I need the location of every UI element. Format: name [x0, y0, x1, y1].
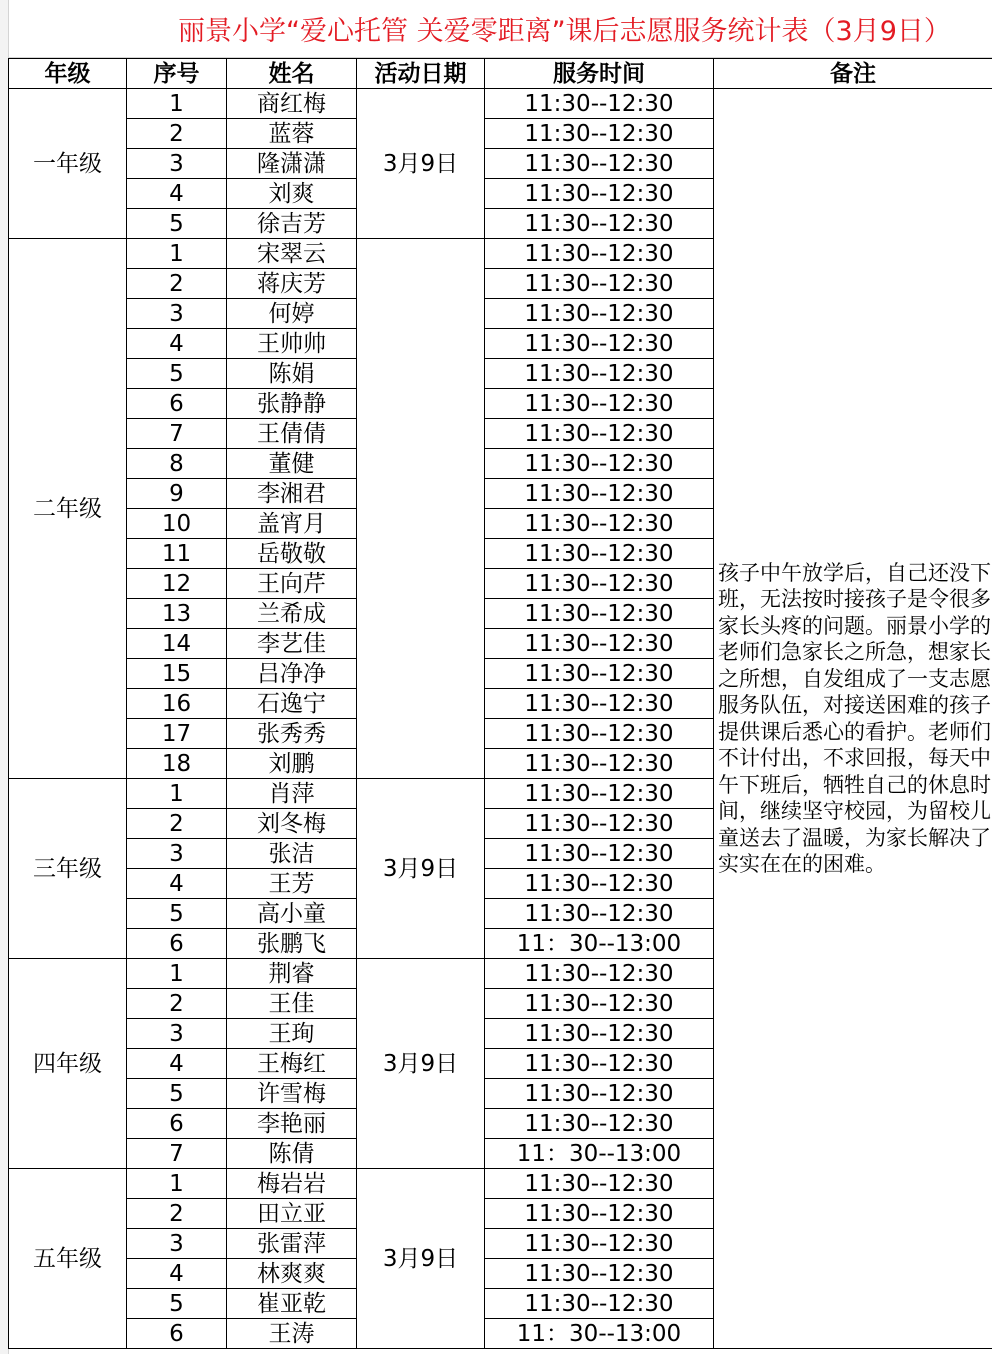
name-cell[interactable]: 王梅红	[227, 1049, 357, 1079]
date-cell[interactable]: 3月9日	[357, 959, 485, 1169]
name-cell[interactable]: 王倩倩	[227, 419, 357, 449]
name-cell[interactable]: 张秀秀	[227, 719, 357, 749]
service-time-cell[interactable]: 11:30--12:30	[485, 179, 714, 209]
name-cell[interactable]: 盖宵月	[227, 509, 357, 539]
service-time-cell[interactable]: 11：30--13:00	[485, 929, 714, 959]
number-cell[interactable]: 2	[127, 1199, 227, 1229]
name-cell[interactable]: 许雪梅	[227, 1079, 357, 1109]
header-row	[9, 59, 992, 89]
service-time-cell[interactable]: 11:30--12:30	[485, 119, 714, 149]
grade-cell[interactable]: 二年级	[9, 239, 127, 779]
service-time-cell[interactable]: 11:30--12:30	[485, 869, 714, 899]
service-time-cell[interactable]: 11:30--12:30	[485, 989, 714, 1019]
number-cell[interactable]: 5	[127, 1289, 227, 1319]
name-cell[interactable]: 张鹏飞	[227, 929, 357, 959]
number-cell[interactable]: 6	[127, 1319, 227, 1349]
table-row	[9, 89, 992, 119]
service-time-cell[interactable]: 11:30--12:30	[485, 1019, 714, 1049]
service-time-cell[interactable]: 11:30--12:30	[485, 509, 714, 539]
service-time-cell[interactable]: 11:30--12:30	[485, 269, 714, 299]
number-cell[interactable]: 10	[127, 509, 227, 539]
service-time-cell[interactable]: 11:30--12:30	[485, 719, 714, 749]
header-grade[interactable]: 年级	[9, 59, 127, 89]
grade-cell[interactable]: 三年级	[9, 779, 127, 959]
name-cell[interactable]: 李艺佳	[227, 629, 357, 659]
name-cell[interactable]: 刘冬梅	[227, 809, 357, 839]
number-cell[interactable]: 1	[127, 89, 227, 119]
number-cell[interactable]: 4	[127, 1259, 227, 1289]
name-cell[interactable]: 刘鹏	[227, 749, 357, 779]
service-time-cell[interactable]: 11:30--12:30	[485, 809, 714, 839]
service-time-cell[interactable]: 11:30--12:30	[485, 239, 714, 269]
number-cell[interactable]: 7	[127, 1139, 227, 1169]
name-cell[interactable]: 兰希成	[227, 599, 357, 629]
date-cell[interactable]: 3月9日	[357, 1169, 485, 1349]
page-title[interactable]: 丽景小学“爱心托管 关爱零距离”课后志愿服务统计表（3月9日）	[8, 0, 992, 58]
name-cell[interactable]: 陈倩	[227, 1139, 357, 1169]
number-cell[interactable]: 2	[127, 989, 227, 1019]
name-cell[interactable]: 董健	[227, 449, 357, 479]
name-cell[interactable]: 张静静	[227, 389, 357, 419]
service-time-cell[interactable]: 11:30--12:30	[485, 389, 714, 419]
name-cell[interactable]: 肖萍	[227, 779, 357, 809]
grade-cell[interactable]: 五年级	[9, 1169, 127, 1349]
service-time-cell[interactable]: 11:30--12:30	[485, 689, 714, 719]
date-cell[interactable]	[357, 239, 485, 779]
number-cell[interactable]: 2	[127, 269, 227, 299]
name-cell[interactable]: 张洁	[227, 839, 357, 869]
number-cell[interactable]: 16	[127, 689, 227, 719]
name-cell[interactable]: 宋翠云	[227, 239, 357, 269]
service-time-cell[interactable]: 11：30--13:00	[485, 1139, 714, 1169]
number-cell[interactable]: 2	[127, 119, 227, 149]
number-cell[interactable]: 14	[127, 629, 227, 659]
name-cell[interactable]: 荆睿	[227, 959, 357, 989]
table-body	[9, 89, 992, 1349]
number-cell[interactable]: 9	[127, 479, 227, 509]
number-cell[interactable]: 3	[127, 1229, 227, 1259]
service-time-cell[interactable]: 11:30--12:30	[485, 749, 714, 779]
name-cell[interactable]: 岳敬敬	[227, 539, 357, 569]
service-time-cell[interactable]: 11:30--12:30	[485, 449, 714, 479]
name-cell[interactable]: 王帅帅	[227, 329, 357, 359]
grade-cell[interactable]: 四年级	[9, 959, 127, 1169]
header-service-time[interactable]: 服务时间	[485, 59, 714, 89]
number-cell[interactable]: 8	[127, 449, 227, 479]
service-time-cell[interactable]: 11:30--12:30	[485, 419, 714, 449]
service-time-cell[interactable]: 11:30--12:30	[485, 1049, 714, 1079]
service-time-cell[interactable]: 11:30--12:30	[485, 629, 714, 659]
name-cell[interactable]: 商红梅	[227, 89, 357, 119]
service-time-cell[interactable]: 11:30--12:30	[485, 899, 714, 929]
service-time-cell[interactable]: 11:30--12:30	[485, 1259, 714, 1289]
service-time-cell[interactable]: 11:30--12:30	[485, 479, 714, 509]
number-cell[interactable]: 15	[127, 659, 227, 689]
name-cell[interactable]: 梅岩岩	[227, 1169, 357, 1199]
name-cell[interactable]: 崔亚乾	[227, 1289, 357, 1319]
service-time-cell[interactable]: 11:30--12:30	[485, 1199, 714, 1229]
number-cell[interactable]: 6	[127, 929, 227, 959]
name-cell[interactable]: 李湘君	[227, 479, 357, 509]
remarks-cell[interactable]: 孩子中午放学后，自己还没下班，无法按时接孩子是令很多家长头疼的问题。丽景小学的老师们急家长之所急，想家长之所想，自发组成了一支志愿服务队伍，对接送困难的孩子提供课后悉心的看护。老师们不计付出，不求回报，每天中午下班后，牺牲自己的休息时间，继续坚守校园，为留校儿童送去了温暖，为家长解决了实实在在的困难。	[714, 89, 992, 1349]
number-cell[interactable]: 6	[127, 1109, 227, 1139]
service-time-cell[interactable]: 11:30--12:30	[485, 599, 714, 629]
service-time-cell[interactable]: 11:30--12:30	[485, 89, 714, 119]
service-time-cell[interactable]: 11:30--12:30	[485, 839, 714, 869]
number-cell[interactable]: 1	[127, 959, 227, 989]
number-cell[interactable]: 5	[127, 359, 227, 389]
service-time-cell[interactable]: 11:30--12:30	[485, 659, 714, 689]
date-cell[interactable]: 3月9日	[357, 779, 485, 959]
service-time-cell[interactable]: 11:30--12:30	[485, 1109, 714, 1139]
header-remarks[interactable]: 备注	[714, 59, 992, 89]
number-cell[interactable]: 4	[127, 329, 227, 359]
service-time-cell[interactable]: 11:30--12:30	[485, 209, 714, 239]
service-time-cell[interactable]: 11:30--12:30	[485, 539, 714, 569]
name-cell[interactable]: 王佳	[227, 989, 357, 1019]
service-time-cell[interactable]: 11：30--13:00	[485, 1319, 714, 1349]
service-time-cell[interactable]: 11:30--12:30	[485, 1229, 714, 1259]
number-cell[interactable]: 4	[127, 869, 227, 899]
service-time-cell[interactable]: 11:30--12:30	[485, 299, 714, 329]
number-cell[interactable]: 7	[127, 419, 227, 449]
number-cell[interactable]: 3	[127, 299, 227, 329]
volunteer-table	[8, 58, 992, 1349]
name-cell[interactable]: 王芳	[227, 869, 357, 899]
name-cell[interactable]: 林爽爽	[227, 1259, 357, 1289]
date-cell[interactable]: 3月9日	[357, 89, 485, 239]
name-cell[interactable]: 蓝蓉	[227, 119, 357, 149]
number-cell[interactable]: 1	[127, 239, 227, 269]
number-cell[interactable]: 4	[127, 1049, 227, 1079]
service-time-cell[interactable]: 11:30--12:30	[485, 1169, 714, 1199]
name-cell[interactable]: 王涛	[227, 1319, 357, 1349]
service-time-cell[interactable]: 11:30--12:30	[485, 359, 714, 389]
number-cell[interactable]: 6	[127, 389, 227, 419]
number-cell[interactable]: 13	[127, 599, 227, 629]
name-cell[interactable]: 陈娟	[227, 359, 357, 389]
header-name[interactable]: 姓名	[227, 59, 357, 89]
service-time-cell[interactable]: 11:30--12:30	[485, 149, 714, 179]
number-cell[interactable]: 5	[127, 899, 227, 929]
number-cell[interactable]: 1	[127, 779, 227, 809]
number-cell[interactable]: 3	[127, 839, 227, 869]
number-cell[interactable]: 12	[127, 569, 227, 599]
number-cell[interactable]: 2	[127, 809, 227, 839]
service-time-cell[interactable]: 11:30--12:30	[485, 779, 714, 809]
name-cell[interactable]: 王珣	[227, 1019, 357, 1049]
name-cell[interactable]: 徐吉芳	[227, 209, 357, 239]
name-cell[interactable]: 李艳丽	[227, 1109, 357, 1139]
name-cell[interactable]: 张雷萍	[227, 1229, 357, 1259]
name-cell[interactable]: 田立亚	[227, 1199, 357, 1229]
grade-cell[interactable]: 一年级	[9, 89, 127, 239]
name-cell[interactable]: 何婷	[227, 299, 357, 329]
service-time-cell[interactable]: 11:30--12:30	[485, 569, 714, 599]
service-time-cell[interactable]: 11:30--12:30	[485, 329, 714, 359]
header-date[interactable]: 活动日期	[357, 59, 485, 89]
service-time-cell[interactable]: 11:30--12:30	[485, 1289, 714, 1319]
service-time-cell[interactable]: 11:30--12:30	[485, 1079, 714, 1109]
name-cell[interactable]: 隆潇潇	[227, 149, 357, 179]
name-cell[interactable]: 高小童	[227, 899, 357, 929]
name-cell[interactable]: 石逸宁	[227, 689, 357, 719]
service-time-cell[interactable]: 11:30--12:30	[485, 959, 714, 989]
number-cell[interactable]: 1	[127, 1169, 227, 1199]
name-cell[interactable]: 刘爽	[227, 179, 357, 209]
number-cell[interactable]: 5	[127, 1079, 227, 1109]
number-cell[interactable]: 4	[127, 179, 227, 209]
number-cell[interactable]: 3	[127, 149, 227, 179]
name-cell[interactable]: 蒋庆芳	[227, 269, 357, 299]
number-cell[interactable]: 3	[127, 1019, 227, 1049]
number-cell[interactable]: 11	[127, 539, 227, 569]
name-cell[interactable]: 吕净净	[227, 659, 357, 689]
number-cell[interactable]: 5	[127, 209, 227, 239]
header-number[interactable]: 序号	[127, 59, 227, 89]
number-cell[interactable]: 17	[127, 719, 227, 749]
name-cell[interactable]: 王向芹	[227, 569, 357, 599]
number-cell[interactable]: 18	[127, 749, 227, 779]
